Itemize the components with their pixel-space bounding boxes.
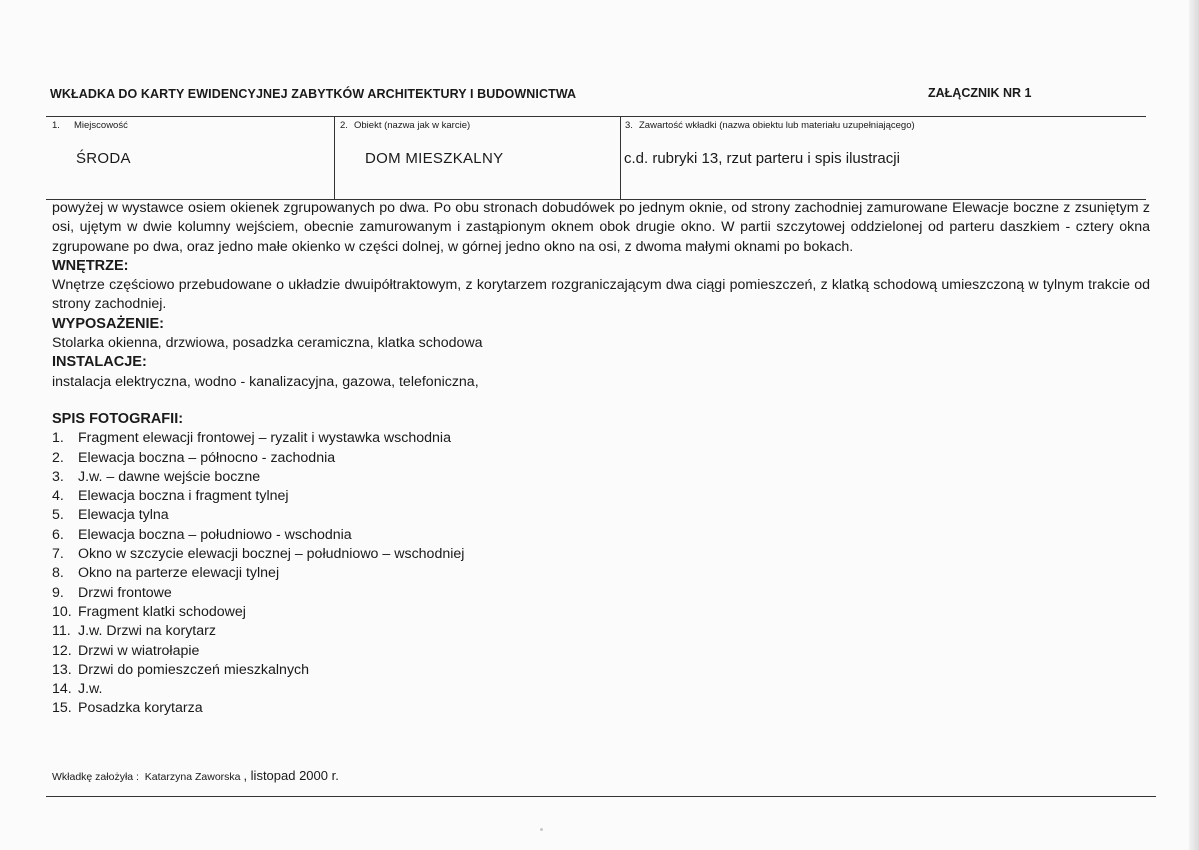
item-text: Elewacja boczna – północno - zachodnia: [78, 449, 336, 466]
list-item: [52, 680, 1150, 699]
item-text: Elewacja boczna – południowo - wschodnia: [78, 526, 352, 543]
item-number: 12.: [52, 642, 72, 659]
installations-text: instalacja elektryczna, wodno - kanalizacyjna, gazowa, telefoniczna,: [52, 373, 479, 390]
field-number: 2.: [340, 120, 348, 131]
list-item: [52, 699, 1150, 718]
item-text: J.w. – dawne wejście boczne: [78, 468, 261, 485]
author-line: [52, 768, 339, 783]
bottom-divider: [46, 796, 1156, 797]
field-number: 1.: [52, 120, 60, 131]
section-heading-photos: SPIS FOTOGRAFII:: [52, 410, 184, 427]
item-number: 8.: [52, 565, 64, 582]
fields-table: [46, 116, 1146, 200]
field-value: c.d. rubryki 13, rzut parteru i spis ilustracji: [624, 150, 900, 167]
item-text: Posadzka korytarza: [78, 700, 203, 717]
item-number: 9.: [52, 584, 64, 601]
list-item: [52, 506, 1150, 525]
list-item: [52, 449, 1150, 468]
item-text: J.w. Drzwi na korytarz: [78, 623, 216, 640]
item-text: Elewacja boczna i fragment tylnej: [78, 488, 289, 505]
item-number: 4.: [52, 488, 64, 505]
field-value: ŚRODA: [76, 150, 131, 167]
item-number: 5.: [52, 507, 64, 524]
interior-paragraph: Wnętrze częściowo przebudowane o układzie dwuipółtraktowym, z korytarzem rozgraniczającym dwa ciągi pomieszczeń, z klatką schodową umieszczoną w tylnym trakcie od strony zachodniej.: [52, 277, 1150, 313]
item-number: 14.: [52, 681, 72, 698]
item-text: Okno na parterze elewacji tylnej: [78, 565, 280, 582]
item-text: Okno w szczycie elewacji bocznej – południowo – wschodniej: [78, 546, 465, 563]
list-item: [52, 584, 1150, 603]
document-title: WKŁADKA DO KARTY EWIDENCYJNEJ ZABYTKÓW ARCHITEKTURY I BUDOWNICTWA: [50, 87, 577, 101]
field-contents: [620, 117, 1147, 199]
field-number: 3.: [625, 120, 633, 131]
item-text: Drzwi frontowe: [78, 584, 172, 601]
list-item: [52, 564, 1150, 583]
field-label: [52, 120, 128, 131]
scan-dot: [540, 828, 543, 831]
description-paragraph: powyżej w wystawce osiem okienek zgrupowanych po dwa. Po obu stronach dobudówek po jednym oknie, od strony zachodniej zamurowane Elewacje boczne z zsuniętym z osi, ujętym w dwie kolumny wejściem, obecnie zamurowanym i zastąpionym oknem obok drugie okno. W partii szczytowej oddzielonej od parteru daszkiem - cztery okna zgrupowane po dwa, oraz jedno małe okienko w części dolnej, w górnej jedno okno na osi, z dwoma małymi oknami po bokach.: [52, 200, 1150, 255]
page-edge-shadow: [1189, 0, 1199, 850]
item-number: 1.: [52, 430, 64, 447]
section-heading-installations: INSTALACJE:: [52, 354, 147, 371]
field-label-text: Zawartość wkładki (nazwa obiektu lub materiału uzupełniającego): [639, 120, 915, 131]
item-number: 11.: [52, 623, 71, 640]
list-item: [52, 642, 1150, 661]
field-label: [625, 120, 915, 131]
list-item: [52, 661, 1150, 680]
photo-list: [52, 429, 1150, 718]
field-label-text: Miejscowość: [74, 120, 128, 131]
author-date: , listopad 2000 r.: [243, 768, 339, 783]
list-item: [52, 468, 1150, 487]
item-number: 7.: [52, 546, 64, 563]
item-text: Drzwi w wiatrołapie: [78, 642, 200, 659]
field-locality: [46, 117, 334, 199]
equipment-text: Stolarka okienna, drzwiowa, posadzka ceramiczna, klatka schodowa: [52, 335, 483, 352]
field-label-text: Obiekt (nazwa jak w karcie): [354, 120, 471, 131]
field-label: [340, 120, 470, 131]
item-text: Drzwi do pomieszczeń mieszkalnych: [78, 661, 310, 678]
item-number: 2.: [52, 449, 64, 466]
item-text: Elewacja tylna: [78, 507, 169, 524]
list-item: [52, 603, 1150, 622]
section-heading-equipment: WYPOSAŻENIE:: [52, 315, 164, 332]
item-number: 3.: [52, 468, 64, 485]
author-name: Katarzyna Zaworska: [144, 771, 241, 783]
list-item: [52, 487, 1150, 506]
list-item: [52, 429, 1150, 448]
item-number: 6.: [52, 526, 64, 543]
item-text: Fragment elewacji frontowej – ryzalit i wystawka wschodnia: [78, 430, 451, 447]
list-item: [52, 622, 1150, 641]
item-number: 13.: [52, 661, 72, 678]
field-object: [334, 117, 621, 199]
list-item: [52, 526, 1150, 545]
item-number: 10.: [52, 603, 72, 620]
item-text: J.w.: [78, 681, 103, 698]
item-number: 15.: [52, 700, 72, 717]
list-item: [52, 545, 1150, 564]
section-heading-interior: WNĘTRZE:: [52, 257, 129, 274]
document-body: [52, 199, 1150, 719]
author-label: Wkładkę założyła :: [52, 771, 139, 783]
item-text: Fragment klatki schodowej: [78, 603, 246, 620]
annex-label: ZAŁĄCZNIK NR 1: [928, 86, 1032, 100]
field-value: DOM MIESZKALNY: [365, 150, 504, 167]
